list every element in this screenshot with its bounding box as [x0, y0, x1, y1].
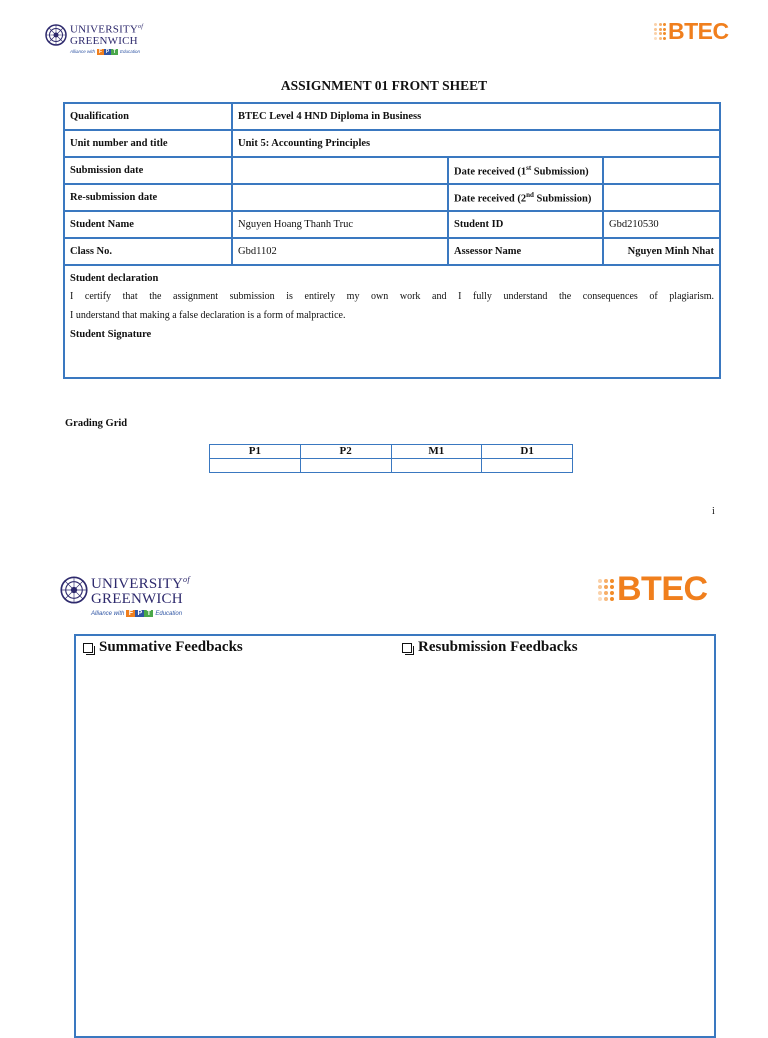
- fpt-p: P: [135, 610, 144, 617]
- resubmission-feedbacks-heading[interactable]: [402, 639, 578, 656]
- assessor-name-value[interactable]: Nguyen Minh Nhat: [603, 238, 720, 265]
- fpt-t: T: [144, 610, 153, 617]
- alliance-suffix: Education: [155, 610, 183, 617]
- unit-value: Unit 5: Accounting Principles: [232, 130, 720, 157]
- alliance-prefix: Alliance with: [91, 610, 125, 617]
- grade-header-d1: D1: [482, 445, 573, 459]
- student-id-value[interactable]: Gbd210530: [603, 211, 720, 238]
- btec-dots-icon: [654, 23, 666, 40]
- declaration-line-1: I certify that the assignment submission is entirely my own work and I fully understand the consequences of plagiarism.: [70, 291, 715, 302]
- table-row: [64, 103, 720, 130]
- student-declaration-cell: [64, 265, 720, 378]
- fpt-f: F: [98, 48, 103, 55]
- grade-cell-p2[interactable]: [300, 459, 391, 473]
- page-number: i: [712, 506, 715, 517]
- front-sheet-table: [63, 102, 721, 379]
- student-name-value[interactable]: Nguyen Hoang Thanh Truc: [232, 211, 448, 238]
- fpt-p: P: [105, 48, 110, 55]
- date-received-1st-label: Date received (1st Submission): [448, 157, 603, 184]
- university-greenwich-logo: [45, 24, 143, 55]
- table-row: [210, 445, 573, 459]
- summative-feedbacks-label: Summative Feedbacks: [99, 639, 243, 655]
- btec-logo-large: [598, 570, 708, 609]
- declaration-line-2: I understand that making a false declaration is a form of malpractice.: [70, 310, 346, 321]
- date-received-2nd-label: Date received (2nd Submission): [448, 184, 603, 211]
- fpt-t: T: [112, 48, 117, 55]
- student-name-label: Student Name: [64, 211, 232, 238]
- btec-word: BTEC: [617, 570, 708, 608]
- grade-header-p1: P1: [210, 445, 301, 459]
- declaration-heading: Student declaration: [70, 273, 159, 284]
- table-row: [64, 130, 720, 157]
- fpt-f: F: [126, 610, 135, 617]
- table-row: [64, 157, 720, 184]
- class-no-label: Class No.: [64, 238, 232, 265]
- table-row: [64, 184, 720, 211]
- btec-dots-icon: [598, 579, 614, 601]
- class-no-value[interactable]: Gbd1102: [232, 238, 448, 265]
- page-title: ASSIGNMENT 01 FRONT SHEET: [280, 78, 488, 93]
- alliance-suffix: Education: [120, 49, 141, 55]
- resubmission-feedbacks-label: Resubmission Feedbacks: [418, 639, 578, 655]
- grading-grid-label: Grading Grid: [65, 418, 128, 429]
- of-word: of: [183, 575, 190, 584]
- qualification-label: Qualification: [64, 103, 232, 130]
- alliance-line: [70, 49, 143, 55]
- submission-date-value[interactable]: [232, 157, 448, 184]
- table-row: [210, 459, 573, 473]
- date-received-2nd-value[interactable]: [603, 184, 720, 211]
- university-crest-icon: [60, 576, 88, 604]
- submission-date-label: Submission date: [64, 157, 232, 184]
- greenwich-word: GREENWICH: [70, 34, 138, 47]
- grade-cell-p1[interactable]: [210, 459, 301, 473]
- alliance-prefix: Alliance with: [70, 49, 96, 55]
- grading-grid-table: [209, 444, 573, 473]
- university-crest-icon: [45, 24, 67, 46]
- resubmission-date-value[interactable]: [232, 184, 448, 211]
- university-word: UNIVERSITY: [91, 576, 183, 592]
- fpt-logo: [97, 49, 118, 55]
- of-word: of: [138, 24, 144, 30]
- table-row: [64, 238, 720, 265]
- checkbox-icon[interactable]: [402, 643, 412, 653]
- alliance-line: [91, 610, 190, 617]
- greenwich-word: GREENWICH: [91, 591, 183, 607]
- table-row: [64, 211, 720, 238]
- summative-feedbacks-heading[interactable]: [83, 639, 243, 656]
- student-id-label: Student ID: [448, 211, 603, 238]
- university-word: UNIVERSITY: [70, 23, 138, 36]
- grade-header-p2: P2: [300, 445, 391, 459]
- fpt-logo: [126, 610, 153, 617]
- student-signature-label: Student Signature: [70, 329, 152, 340]
- feedback-box: [74, 634, 716, 1038]
- grade-header-m1: M1: [391, 445, 482, 459]
- assessor-name-label: Assessor Name: [448, 238, 603, 265]
- grade-cell-d1[interactable]: [482, 459, 573, 473]
- resubmission-date-label: Re-submission date: [64, 184, 232, 211]
- btec-word: BTEC: [668, 18, 729, 44]
- table-row: [64, 265, 720, 378]
- date-received-1st-value[interactable]: [603, 157, 720, 184]
- qualification-value: BTEC Level 4 HND Diploma in Business: [232, 103, 720, 130]
- university-greenwich-logo-large: [60, 576, 190, 617]
- btec-logo: [654, 18, 729, 45]
- grade-cell-m1[interactable]: [391, 459, 482, 473]
- checkbox-icon[interactable]: [83, 643, 93, 653]
- unit-label: Unit number and title: [64, 130, 232, 157]
